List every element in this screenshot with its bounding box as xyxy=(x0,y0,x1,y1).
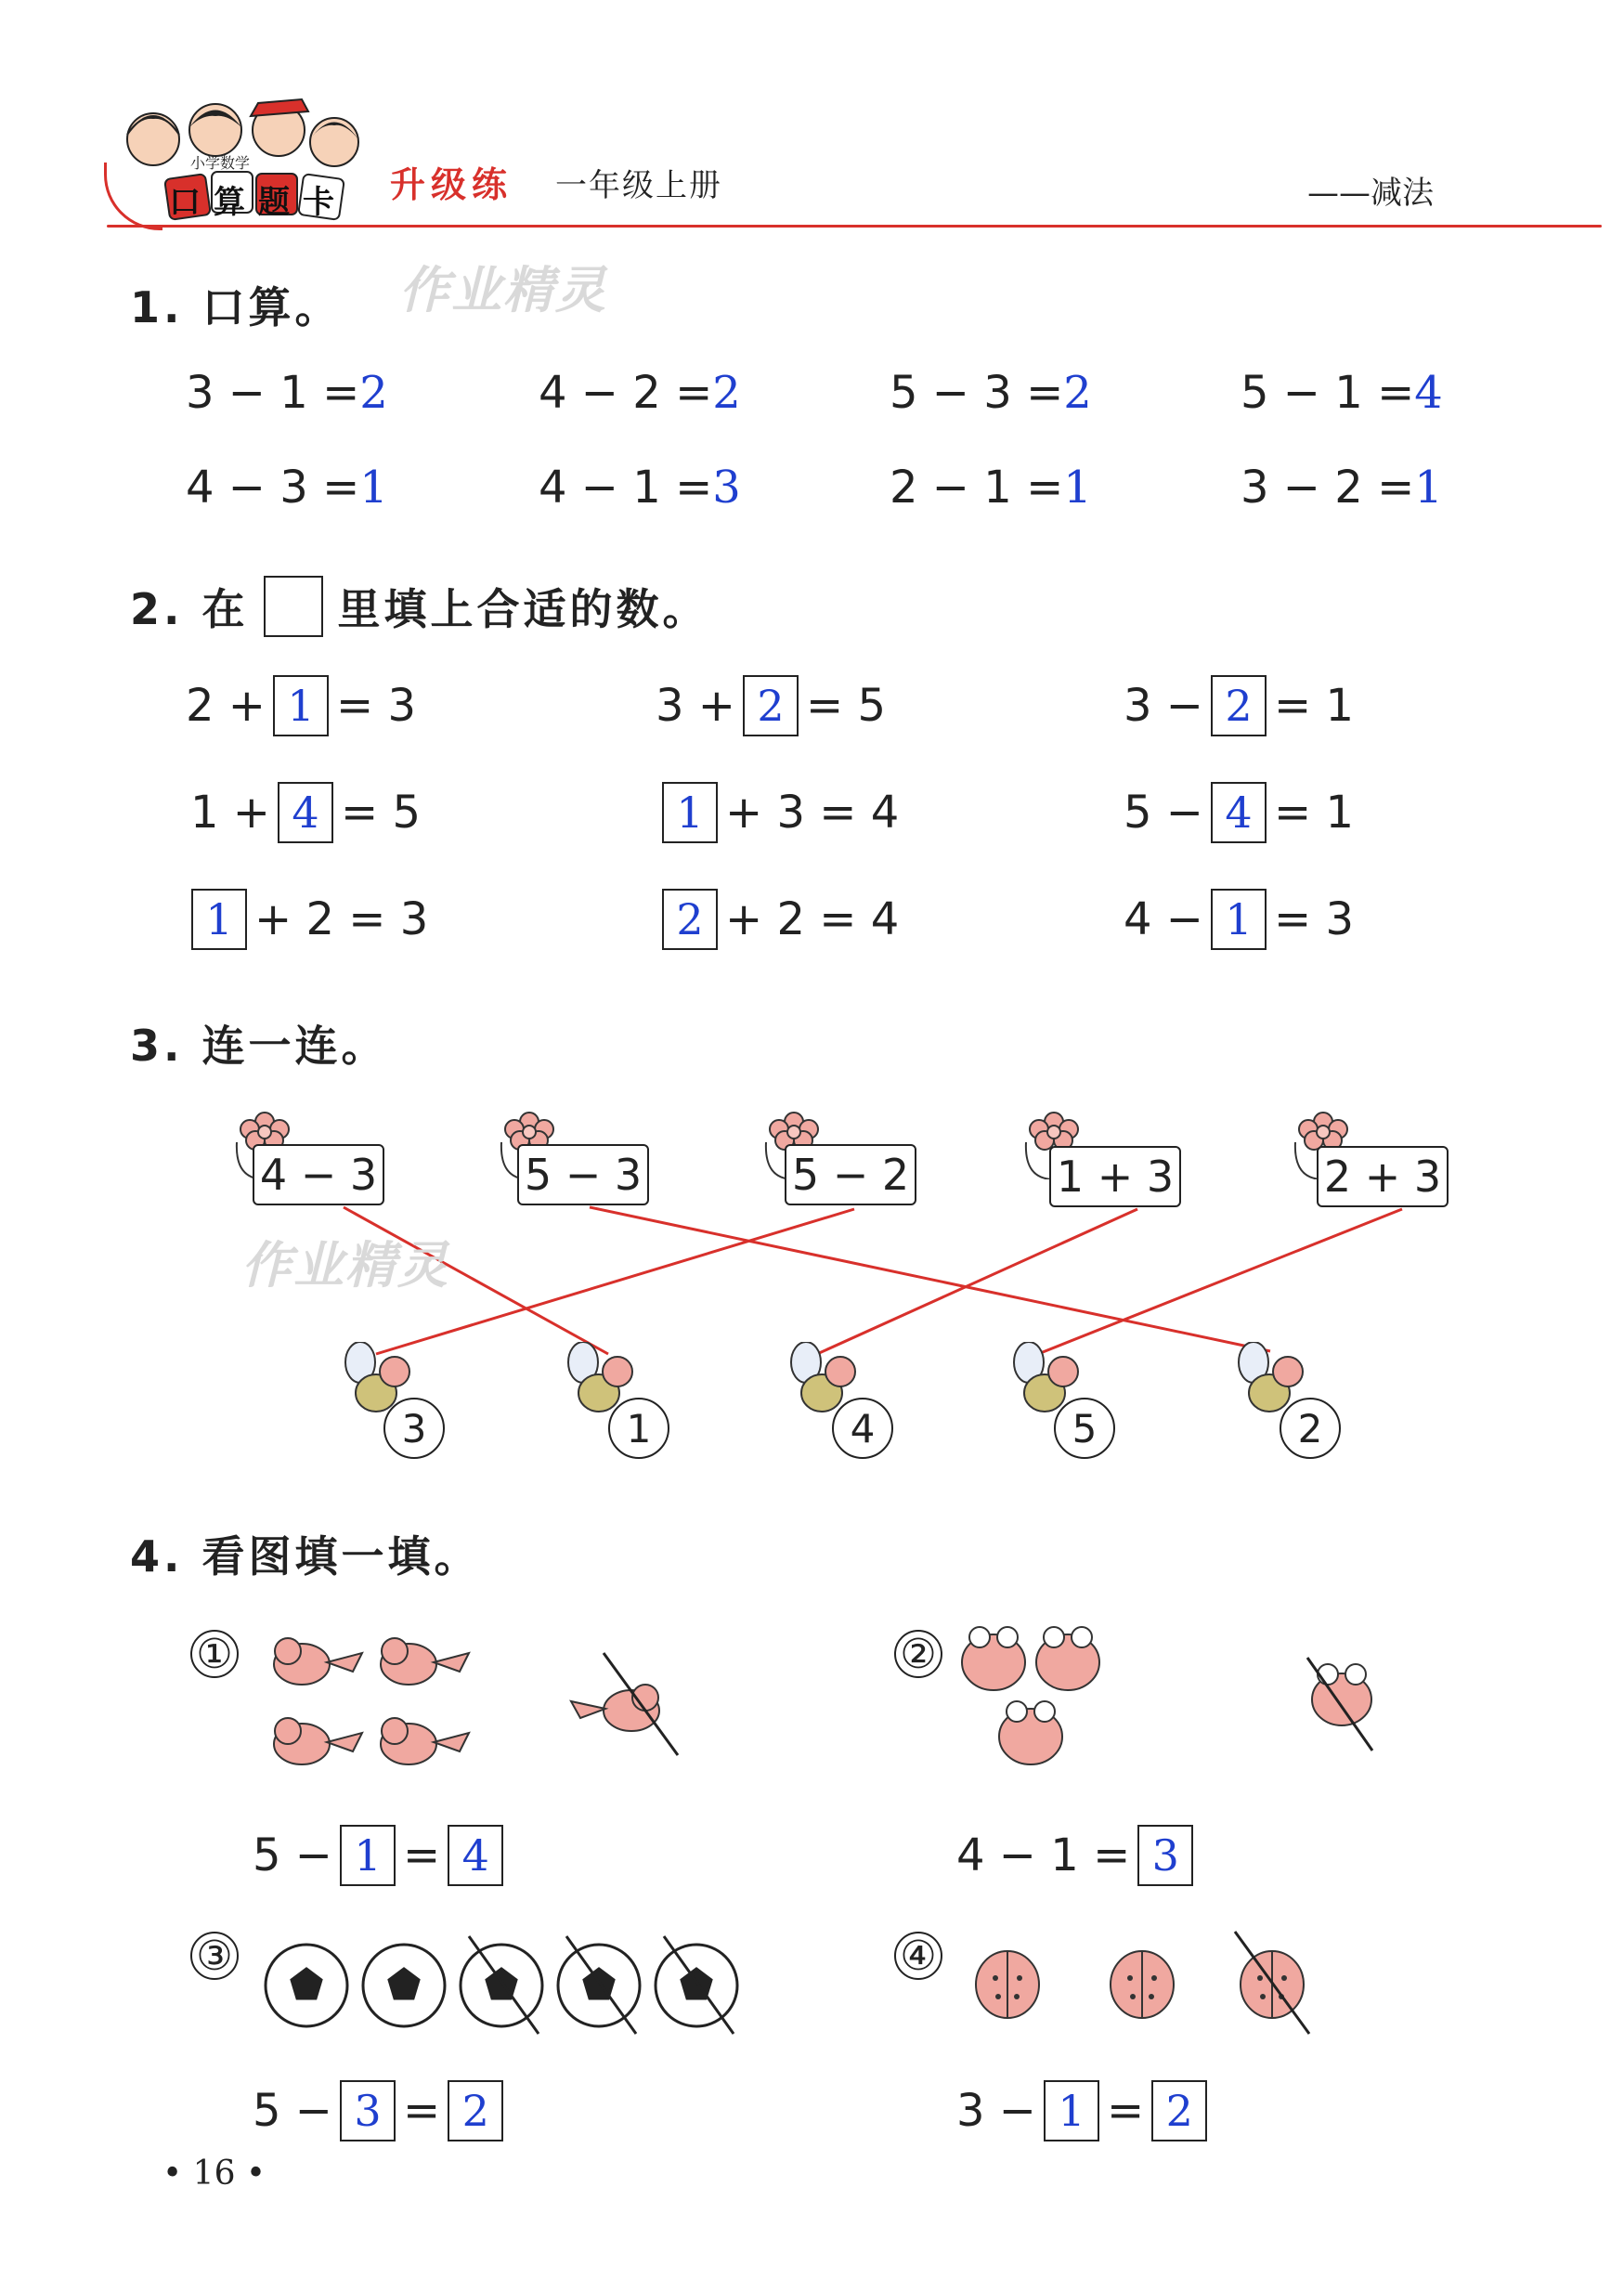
part-number: ③ xyxy=(190,1932,239,1980)
soccer-balls-icon xyxy=(260,1932,743,2043)
answer-box[interactable]: 1 xyxy=(273,675,329,736)
answer-box[interactable]: 3 xyxy=(340,2080,396,2141)
fill-item: 3 + 2 = 5 xyxy=(656,675,886,736)
oral-item: 4 − 1 = 3 xyxy=(539,462,741,514)
answer-box[interactable]: 4 xyxy=(448,1825,503,1886)
answer-box[interactable]: 4 xyxy=(278,782,333,843)
part-number: ① xyxy=(190,1630,239,1678)
answer: 2 xyxy=(359,367,388,419)
expression-card[interactable]: 4 − 3 xyxy=(253,1144,384,1205)
series-label: 升级练 xyxy=(390,164,513,205)
expression-card[interactable]: 5 − 2 xyxy=(785,1144,916,1205)
answer: 3 xyxy=(712,462,741,514)
answer-box[interactable]: 4 xyxy=(1211,782,1267,843)
bee-number[interactable]: 1 xyxy=(608,1398,669,1459)
oral-item: 5 − 3 = 2 xyxy=(890,367,1092,419)
answer: 4 xyxy=(1414,367,1443,419)
birds-icon xyxy=(260,1625,706,1792)
logo-big-text: 口算题卡 xyxy=(169,184,347,221)
match-line xyxy=(590,1207,1270,1351)
expression-card[interactable]: 2 + 3 xyxy=(1317,1146,1449,1207)
answer-box[interactable]: 3 xyxy=(1137,1825,1193,1886)
answer-box[interactable]: 1 xyxy=(662,782,718,843)
topic-label: ——减法 xyxy=(1307,175,1434,212)
answer-box[interactable]: 1 xyxy=(1211,889,1267,950)
frogs-icon xyxy=(956,1621,1393,1788)
answer-box[interactable]: 1 xyxy=(1044,2080,1099,2141)
fill-item: 5 − 4 = 1 xyxy=(1124,782,1354,843)
answer-box[interactable]: 2 xyxy=(1211,675,1267,736)
bee-number[interactable]: 5 xyxy=(1054,1398,1115,1459)
bee-number[interactable]: 3 xyxy=(383,1398,445,1459)
oral-item: 4 − 3 = 1 xyxy=(186,462,388,514)
fill-item: 1 + 2 = 3 xyxy=(184,889,428,950)
answer: 2 xyxy=(712,367,741,419)
part-number: ④ xyxy=(894,1932,942,1980)
fill-item: 1 + 3 = 4 xyxy=(655,782,899,843)
bee-number[interactable]: 4 xyxy=(832,1398,893,1459)
answer: 1 xyxy=(1063,462,1092,514)
expression-card[interactable]: 5 − 3 xyxy=(517,1144,649,1205)
oral-item: 3 − 2 = 1 xyxy=(1241,462,1443,514)
section1-title: 1. 口算。 xyxy=(130,282,342,332)
bee-number[interactable]: 2 xyxy=(1280,1398,1341,1459)
picture-equation: 4 − 1 = 3 xyxy=(956,1825,1201,1886)
oral-item: 5 − 1 = 4 xyxy=(1241,367,1443,419)
answer: 1 xyxy=(1414,462,1443,514)
logo-small-text: 小学数学 xyxy=(190,154,251,172)
oral-item: 2 − 1 = 1 xyxy=(890,462,1092,514)
fill-item: 2 + 2 = 4 xyxy=(655,889,899,950)
page-number: • 16 • xyxy=(162,2154,266,2193)
oral-item: 3 − 1 = 2 xyxy=(186,367,388,419)
fill-item: 3 − 2 = 1 xyxy=(1124,675,1354,736)
part-number: ② xyxy=(894,1630,942,1678)
oral-item: 4 − 2 = 2 xyxy=(539,367,741,419)
fill-item: 2 + 1 = 3 xyxy=(186,675,416,736)
picture-equation: 5 − 1 = 4 xyxy=(253,1825,511,1886)
grade-label: 一年级上册 xyxy=(555,167,722,204)
watermark-top: 作业精灵 xyxy=(399,261,607,319)
fill-item: 1 + 4 = 5 xyxy=(190,782,421,843)
ladybugs-icon xyxy=(956,1927,1346,2038)
answer: 1 xyxy=(359,462,388,514)
answer-box[interactable]: 2 xyxy=(662,889,718,950)
expression-card[interactable]: 1 + 3 xyxy=(1049,1146,1181,1207)
picture-equation: 3 − 1 = 2 xyxy=(956,2080,1215,2141)
answer-box[interactable]: 1 xyxy=(340,1825,396,1886)
fill-item: 4 − 1 = 3 xyxy=(1124,889,1354,950)
answer-box[interactable]: 2 xyxy=(448,2080,503,2141)
section2-title: 2. 在 里填上合适的数。 xyxy=(130,576,709,637)
section4-title: 4. 看图填一填。 xyxy=(130,1531,481,1582)
watermark-middle: 作业精灵 xyxy=(241,1236,449,1295)
section3-title: 3. 连一连。 xyxy=(130,1021,388,1071)
picture-equation: 5 − 3 = 2 xyxy=(253,2080,511,2141)
answer-box[interactable]: 2 xyxy=(1151,2080,1207,2141)
answer-box[interactable]: 1 xyxy=(191,889,247,950)
answer-box[interactable]: 2 xyxy=(743,675,799,736)
answer: 2 xyxy=(1063,367,1092,419)
